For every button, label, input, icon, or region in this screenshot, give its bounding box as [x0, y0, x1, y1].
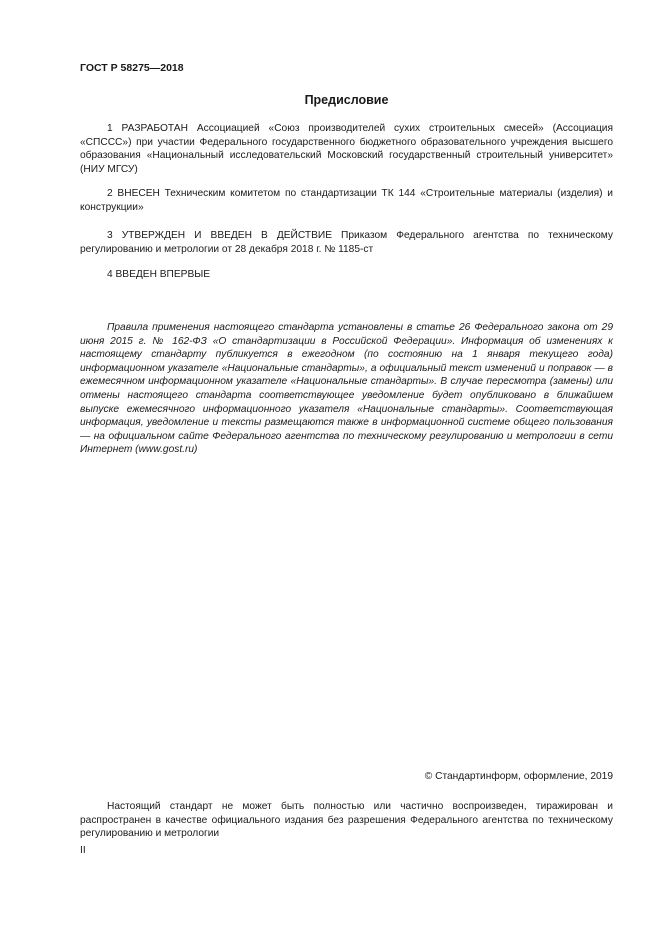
- rules-note: Правила применения настоящего стандарта установлены в статье 26 Федерального закона от 29 июня 2015 г. № 162-ФЗ «О стандартизации в Российской Федерации». Информация об изменениях к настоящему стандарту публикуется в ежегодном (по состоянию на 1 января текущего года) информационном указателе «Национальные стандарты», а официальный текст изменений и поправок — в ежемесячном информационном указателе «Национальные стандарты». В случае пересмотра (замены) или отмены настоящего стандарта соответствующее уведомление будет опубликовано в ближайшем выпуске ежемесячного информационного указателя «Национальные стандарты». Соответствующая информация, уведомление и тексты размещаются также в информационной системе общего пользования — на официальном сайте Федерального агентства по техническому регулированию и метрологии в сети Интернет (www.gost.ru): [80, 322, 613, 456]
- foreword-item-3: 3 УТВЕРЖДЕН И ВВЕДЕН В ДЕЙСТВИЕ Приказом Федерального агентства по техническому регулированию и метрологии от 28 декабря 2018 г. № 1185-ст: [80, 230, 613, 255]
- copyright-line: © Стандартинформ, оформление, 2019: [424, 771, 613, 782]
- foreword-title: Предисловие: [304, 93, 389, 107]
- foreword-item-2: 2 ВНЕСЕН Техническим комитетом по стандартизации ТК 144 «Строительные материалы (изделия) и конструкции»: [80, 188, 613, 213]
- reproduction-notice: Настоящий стандарт не может быть полностью или частично воспроизведен, тиражирован и распространен в качестве официального издания без разрешения Федерального агентства по техническому регулированию и метрологии: [80, 801, 613, 840]
- page-number: II: [80, 845, 86, 856]
- standard-code-header: ГОСТ Р 58275—2018: [80, 62, 184, 74]
- foreword-item-1: 1 РАЗРАБОТАН Ассоциацией «Союз производителей сухих строительных смесей» (Ассоциация «СПССС») при участии Федерального государственного бюджетного образовательного учреждения высшего образования «Национальный исследовательский Московский государственный строительный университет» (НИУ МГСУ): [80, 123, 613, 175]
- foreword-item-4: 4 ВВЕДЕН ВПЕРВЫЕ: [107, 269, 211, 280]
